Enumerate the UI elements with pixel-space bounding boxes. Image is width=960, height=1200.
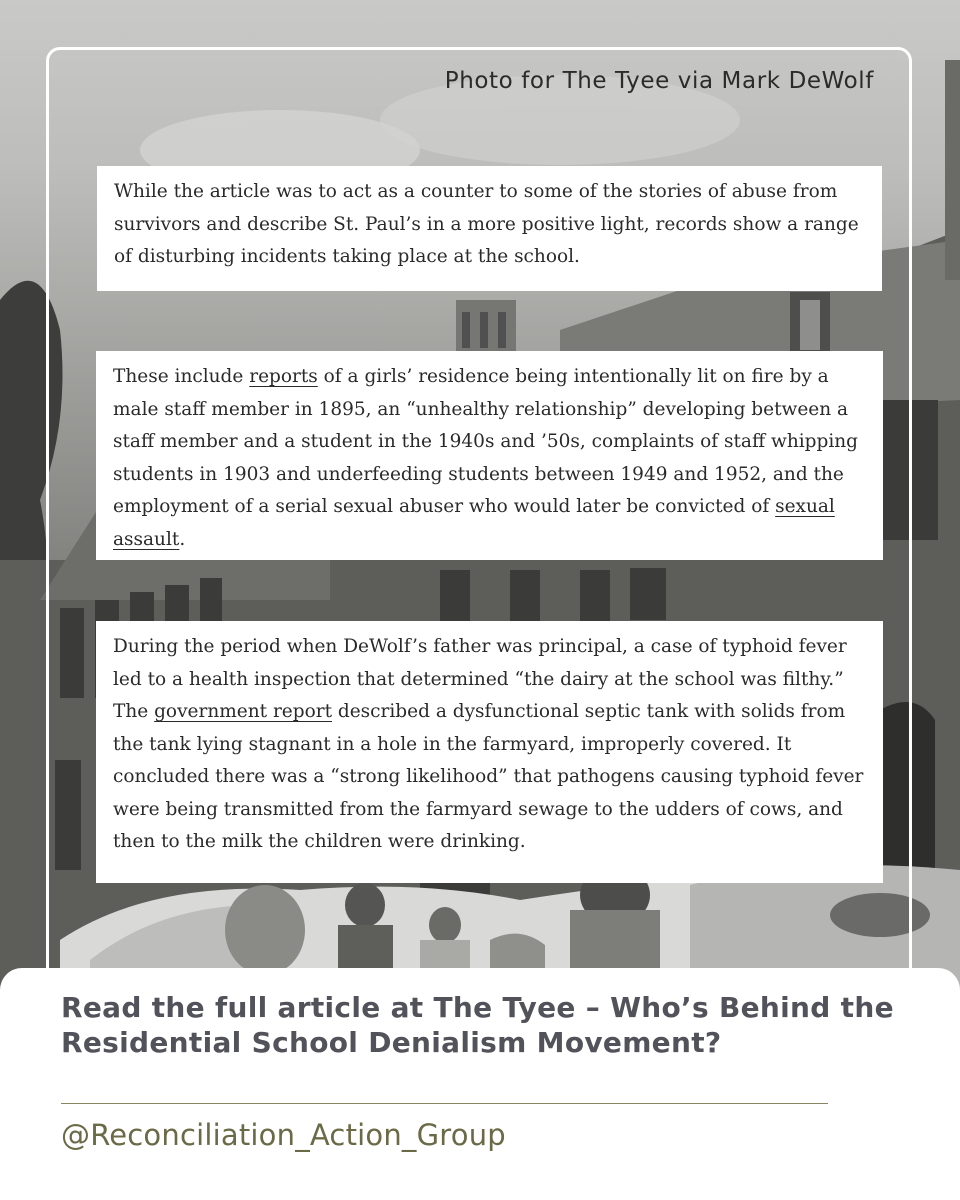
quote-2-text-b: of a girls’ residence being intentionally lit on fire by a male staff member in 1895, an “unhealthy relationship” developing between a staff member and a student in the 1940s and ’50s, complaints of staff whipping students in 1903 and underfeeding students between 1949 and 1952, and the employment of a serial sexual abuser who would later be convicted of (113, 366, 859, 517)
quote-3-text-a: During the period when DeWolf’s father was principal, a case of typhoid fever led to a health inspection that determined “the dairy at the school was filthy.” The (113, 636, 847, 722)
quote-1-text: While the article was to act as a counter to some of the stories of abuse from survivors and describe St. Paul’s in a more positive light, records show a range of disturbing incidents taking place at the school. (114, 181, 859, 267)
quote-2-text-a: These include (113, 366, 250, 387)
footer-panel (0, 968, 960, 1200)
photo-credit: Photo for The Tyee via Mark DeWolf (444, 68, 874, 94)
sexual-assault-link[interactable]: sexual assault (113, 496, 835, 550)
account-handle: @Reconciliation_Action_Group (61, 1118, 506, 1152)
footer-headline: Read the full article at The Tyee – Who’s Behind the Residential School Denialism Movement? (61, 991, 894, 1059)
quote-2-text-c: . (179, 528, 186, 550)
quote-box-2 (96, 351, 883, 560)
quote-box-1 (97, 166, 882, 291)
reports-link[interactable]: reports (249, 366, 318, 387)
quote-3-text-b: described a dysfunctional septic tank with solids from the tank lying stagnant in a hole in the farmyard, improperly covered. It concluded there was a “strong likelihood” that pathogens causing typhoid fever were being transmitted from the farmyard sewage to the udders of cows, and then to the milk the children were drinking. (113, 701, 864, 852)
quote-box-3 (96, 621, 883, 883)
footer-divider (61, 1103, 828, 1104)
government-report-link[interactable]: government report (154, 701, 333, 722)
